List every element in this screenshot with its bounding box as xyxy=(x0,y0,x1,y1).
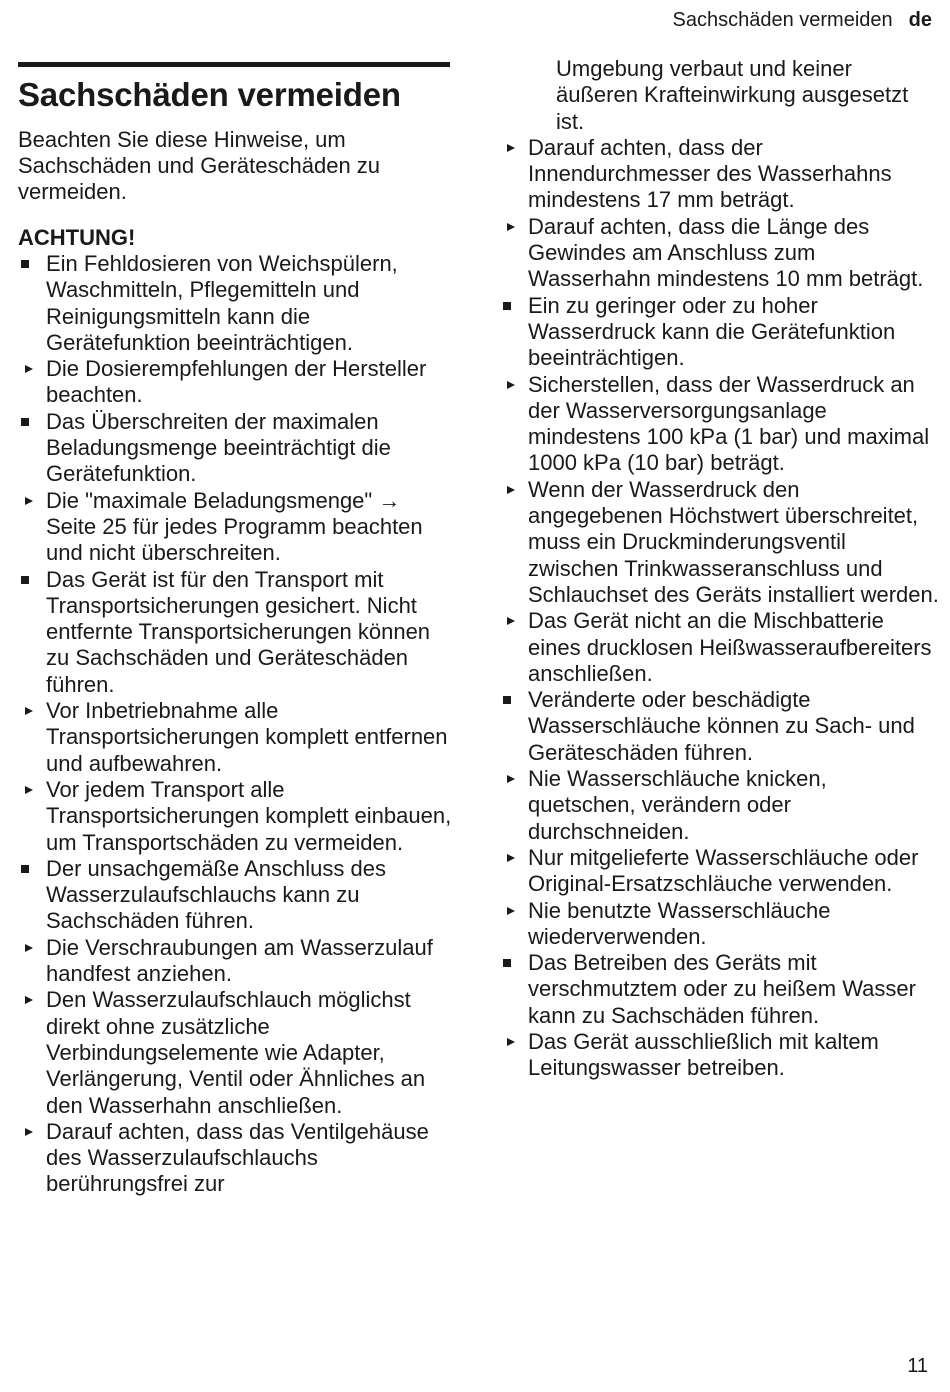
instruction-item xyxy=(500,845,940,898)
left-warning-list xyxy=(18,251,452,1198)
arrow-bullet-icon xyxy=(507,381,515,389)
instruction-item xyxy=(18,356,452,409)
instruction-list xyxy=(500,372,940,688)
warning-item xyxy=(500,687,940,950)
instruction-list xyxy=(18,698,452,856)
instruction-item xyxy=(18,1119,452,1198)
instruction-text: Darauf achten, dass die Länge des Gewindes am Anschluss zum Wasserhahn mindestens 10 mm beträgt. xyxy=(528,213,924,292)
warning-text: Veränderte oder beschädigte Wasserschläuche können zu Sach- und Geräteschäden führen. xyxy=(528,687,915,765)
instruction-item xyxy=(18,488,452,567)
instruction-text: Den Wasserzulaufschlauch möglichst direkt ohne zusätzliche Verbindungselemente wie Adapter, Verlängerung, Ventil oder Ähnliches an den Wasserhahn anschließen. xyxy=(46,987,426,1118)
page-number: 11 xyxy=(907,1355,928,1377)
warning-item xyxy=(500,293,940,687)
arrow-bullet-icon xyxy=(25,786,33,794)
instruction-list xyxy=(18,356,452,409)
arrow-bullet-icon xyxy=(507,1038,515,1046)
square-bullet-icon xyxy=(503,696,511,704)
right-warning-list xyxy=(500,293,940,1082)
instruction-text: Die Dosierempfehlungen der Hersteller beachten. xyxy=(46,356,427,408)
instruction-item xyxy=(500,372,940,477)
warning-label: ACHTUNG! xyxy=(18,225,136,250)
arrow-bullet-icon xyxy=(507,144,515,152)
warning-text: Das Gerät ist für den Transport mit Transportsicherungen gesichert. Nicht entfernte Transportsicherungen können zu Sachschäden und Geräteschäden führen. xyxy=(46,566,431,697)
warning-item xyxy=(18,409,452,567)
warning-item xyxy=(500,950,940,1081)
continued-text: Umgebung verbaut und keiner äußeren Krafteinwirkung ausgesetzt ist. xyxy=(556,56,909,134)
instruction-text: Vor jedem Transport alle Transportsicherungen komplett einbauen, um Transportschäden zu vermeiden. xyxy=(46,776,452,855)
instruction-item xyxy=(18,698,452,777)
arrow-bullet-icon xyxy=(507,486,515,494)
arrow-bullet-icon xyxy=(25,996,33,1004)
instruction-text: Das Gerät ausschließlich mit kaltem Leitungswasser betreiben. xyxy=(528,1028,879,1081)
instruction-text: Nie Wasserschläuche knicken, quetschen, verändern oder durchschneiden. xyxy=(528,766,827,844)
instruction-list xyxy=(18,488,452,567)
warning-item xyxy=(18,567,452,856)
arrow-bullet-icon xyxy=(25,944,33,952)
running-header xyxy=(673,6,932,34)
right-column xyxy=(500,56,940,1082)
square-bullet-icon xyxy=(503,302,511,310)
instruction-item xyxy=(500,898,940,951)
arrow-bullet-icon xyxy=(25,497,33,505)
instruction-text: Nie benutzte Wasserschläuche wiederverwenden. xyxy=(528,897,831,949)
arrow-bullet-icon xyxy=(25,707,33,715)
instruction-item xyxy=(500,608,940,687)
warning-text: Das Überschreiten der maximalen Beladungsmenge beeinträchtigt die Gerätefunktion. xyxy=(46,408,391,487)
instruction-text: Das Gerät nicht an die Mischbatterie eines drucklosen Heißwasseraufbereiters anschließen. xyxy=(528,608,932,686)
warning-text: Ein Fehldosieren von Weichspülern, Waschmitteln, Pflegemitteln und Reinigungsmitteln kann die Gerätefunktion beeinträchtigen. xyxy=(46,251,398,355)
square-bullet-icon xyxy=(21,260,29,268)
arrow-bullet-icon xyxy=(25,365,33,373)
instruction-item xyxy=(500,214,940,293)
page-title: Sachschäden vermeiden xyxy=(18,76,401,113)
arrow-bullet-icon xyxy=(507,854,515,862)
instruction-item xyxy=(18,935,452,988)
instruction-item xyxy=(500,477,940,608)
instruction-list xyxy=(500,1029,940,1082)
square-bullet-icon xyxy=(21,418,29,426)
instruction-text: Vor Inbetriebnahme alle Transportsicherungen komplett entfernen und aufbewahren. xyxy=(46,698,448,776)
instruction-list xyxy=(500,766,940,950)
left-column xyxy=(18,62,452,1198)
warning-text: Das Betreiben des Geräts mit verschmutztem oder zu heißem Wasser kann zu Sachschäden führen. xyxy=(528,950,916,1028)
title-rule xyxy=(18,62,450,67)
continued-sub-list xyxy=(500,135,940,293)
instruction-text: Die Verschraubungen am Wasserzulauf handfest anziehen. xyxy=(46,934,433,987)
instruction-item xyxy=(18,987,452,1118)
square-bullet-icon xyxy=(503,959,511,967)
instruction-text: Die "maximale Beladungsmenge" → Seite 25 für jedes Programm beachten und nicht überschreiten. xyxy=(46,487,423,566)
language-code: de xyxy=(908,9,932,31)
intro-paragraph: Beachten Sie diese Hinweise, um Sachschäden und Geräteschäden zu vermeiden. xyxy=(18,127,381,204)
arrow-bullet-icon xyxy=(507,907,515,915)
instruction-item xyxy=(500,135,940,214)
instruction-text: Darauf achten, dass der Innendurchmesser des Wasserhahns mindestens 17 mm beträgt. xyxy=(528,134,892,213)
arrow-bullet-icon xyxy=(507,617,515,625)
warning-text: Ein zu geringer oder zu hoher Wasserdruck kann die Gerätefunktion beeinträchtigen. xyxy=(528,292,896,371)
instruction-item xyxy=(500,766,940,845)
instruction-item xyxy=(500,1029,940,1082)
instruction-item xyxy=(18,777,452,856)
instruction-text: Darauf achten, dass das Ventilgehäuse des Wasserzulaufschlauchs berührungsfrei zur xyxy=(46,1118,429,1197)
arrow-bullet-icon xyxy=(507,223,515,231)
warning-item xyxy=(18,856,452,1198)
square-bullet-icon xyxy=(21,865,29,873)
arrow-bullet-icon xyxy=(507,775,515,783)
warning-text: Der unsachgemäße Anschluss des Wasserzulaufschlauchs kann zu Sachschäden führen. xyxy=(46,855,386,934)
instruction-text: Sicherstellen, dass der Wasserdruck an der Wasserversorgungsanlage mindestens 100 kPa (1 bar) und maximal 1000 kPa (10 bar) beträgt. xyxy=(528,371,930,476)
instruction-text: Nur mitgelieferte Wasserschläuche oder Original-Ersatzschläuche verwenden. xyxy=(528,844,919,897)
instruction-text: Wenn der Wasserdruck den angegebenen Höchstwert überschreitet, muss ein Druckminderungsventil zwischen Trinkwasseranschluss und Schlauchset des Geräts installiert werden. xyxy=(528,476,939,607)
instruction-list xyxy=(18,935,452,1198)
warning-item xyxy=(18,251,452,409)
header-section-title: Sachschäden vermeiden xyxy=(672,9,893,31)
square-bullet-icon xyxy=(21,576,29,584)
arrow-bullet-icon xyxy=(25,1128,33,1136)
